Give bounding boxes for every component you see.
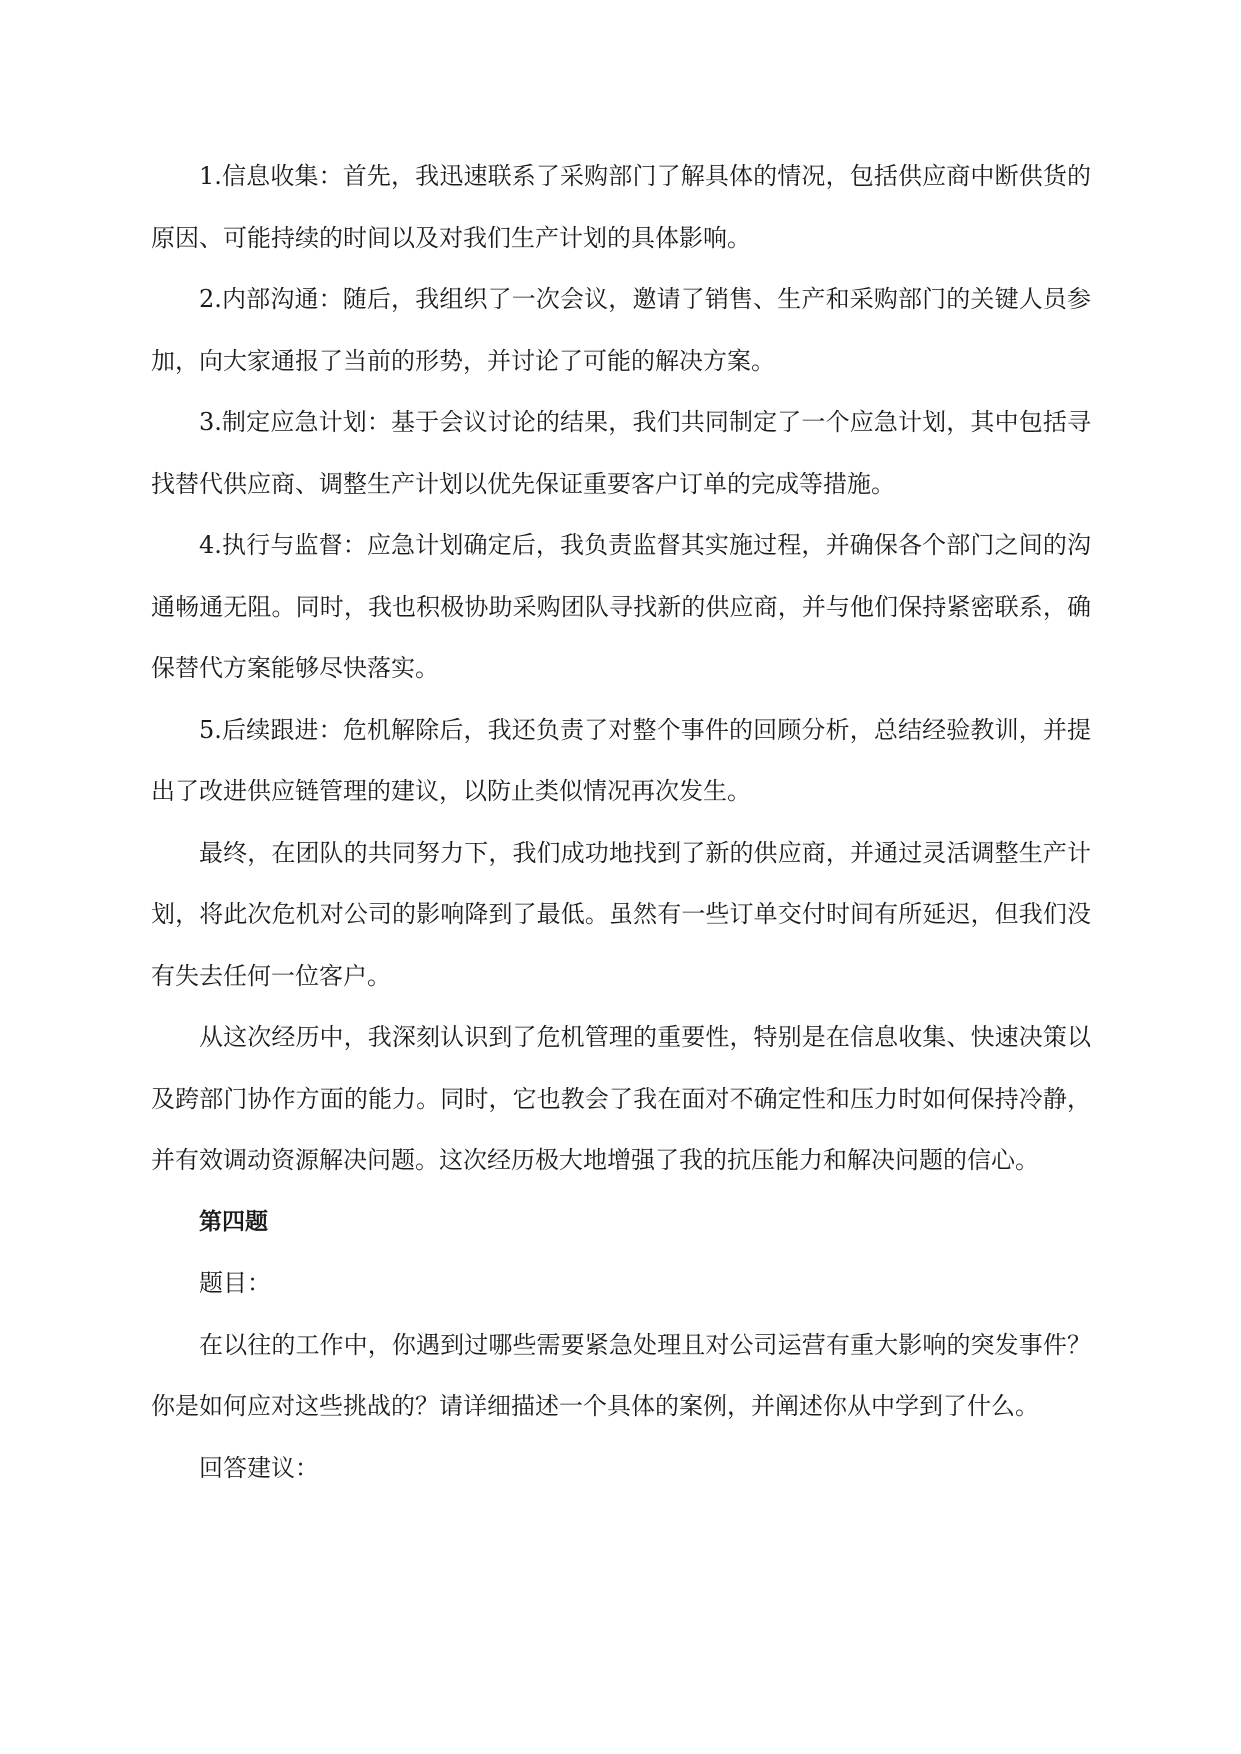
step-contingency-plan: 3.制定应急计划：基于会议讨论的结果，我们共同制定了一个应急计划，其中包括寻找替代供应商、调整生产计划以优先保证重要客户订单的完成等措施。 — [151, 408, 1091, 498]
answer-label: 回答建议： — [199, 1453, 319, 1482]
step-info-collection: 1.信息收集：首先，我迅速联系了采购部门了解具体的情况，包括供应商中断供货的原因、可能持续的时间以及对我们生产计划的具体影响。 — [151, 162, 1091, 252]
lessons-paragraph: 从这次经历中，我深刻认识到了危机管理的重要性，特别是在信息收集、快速决策以及跨部门协作方面的能力。同时，它也教会了我在面对不确定性和压力时如何保持冷静，并有效调动资源解决问题。这次经历极大地增强了我的抗压能力和解决问题的信心。 — [151, 1023, 1091, 1174]
step-follow-up: 5.后续跟进：危机解除后，我还负责了对整个事件的回顾分析，总结经验教训，并提出了改进供应链管理的建议，以防止类似情况再次发生。 — [151, 715, 1091, 805]
outcome-paragraph: 最终，在团队的共同努力下，我们成功地找到了新的供应商，并通过灵活调整生产计划，将此次危机对公司的影响降到了最低。虽然有一些订单交付时间有所延迟，但我们没有失去任何一位客户。 — [151, 838, 1091, 990]
document-body — [151, 146, 1091, 1499]
question-label: 题目： — [199, 1269, 271, 1297]
section-heading: 第四题 — [199, 1208, 268, 1235]
question-text: 在以往的工作中，你遇到过哪些需要紧急处理且对公司运营有重大影响的突发事件？你是如何应对这些挑战的？请详细描述一个具体的案例，并阐述你从中学到了什么。 — [151, 1330, 1091, 1420]
step-internal-communication: 2.内部沟通：随后，我组织了一次会议，邀请了销售、生产和采购部门的关键人员参加，向大家通报了当前的形势，并讨论了可能的解决方案。 — [151, 285, 1091, 375]
step-execution-monitoring: 4.执行与监督：应急计划确定后，我负责监督其实施过程，并确保各个部门之间的沟通畅通无阻。同时，我也积极协助采购团队寻找新的供应商，并与他们保持紧密联系，确保替代方案能够尽快落实。 — [151, 531, 1091, 682]
